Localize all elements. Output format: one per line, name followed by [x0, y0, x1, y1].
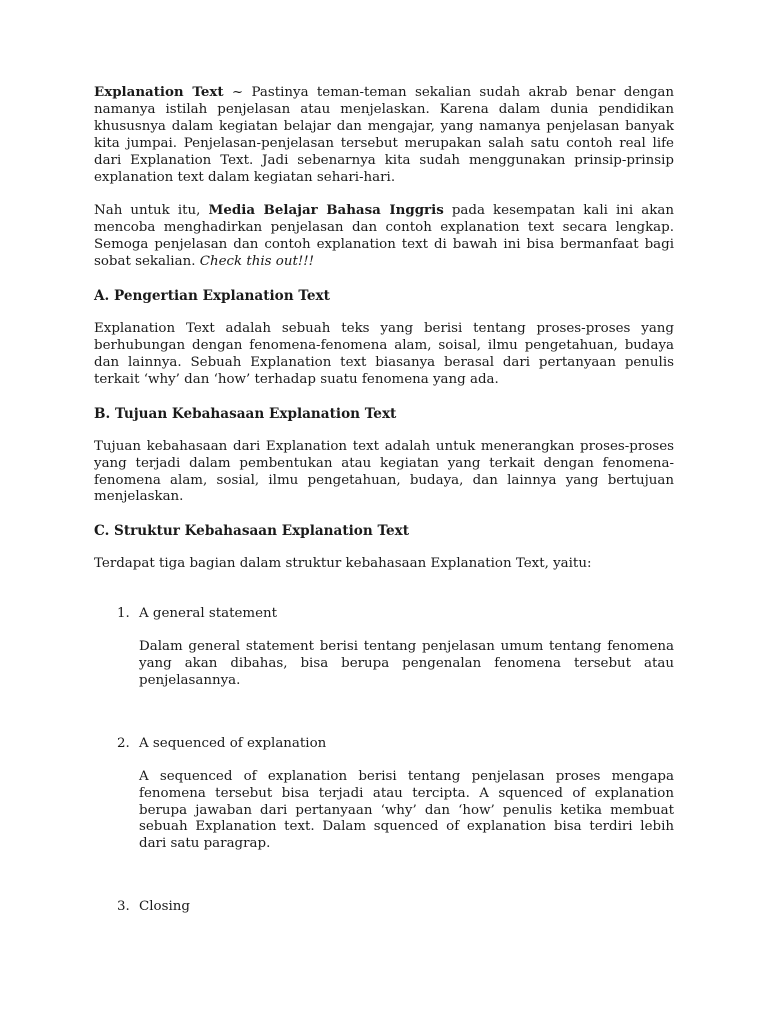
intro-p2-start: Nah untuk itu, — [94, 203, 209, 219]
intro-lead-text: ~ Pastinya teman-teman sekalian sudah akrab benar dengan namanya istilah penjelasan atau menjelaskan. Karena dalam dunia pendidikan khususnya dalam kegiatan belajar dan mengajar, yang namanya penjelasan banyak kita jumpai. Penjelasan-penjelasan tersebut merupakan salah satu contoh real life dari Explanation Text. Jadi sebenarnya kita sudah menggunakan prinsip-prinsip explanation text dalam kegiatan sehari-hari. — [94, 85, 675, 185]
intro-paragraph — [94, 84, 674, 186]
list-item-title: A general statement — [139, 606, 278, 622]
list-item-sequenced-explanation — [94, 736, 674, 853]
section-heading-pengertian: A. Pengertian Explanation Text — [94, 288, 330, 305]
section-body-tujuan: Tujuan kebahasaan dari Explanation text adalah untuk menerangkan proses-proses yang terjadi dalam pembentukan atau kegiatan yang terkait dengan fenomena-fenomena alam, sosial, ilmu pengetahuan, budaya, dan lainnya yang bertujuan menjelaskan. — [94, 438, 674, 505]
intro-lead-term: Explanation Text — [94, 84, 224, 100]
list-item-body: A sequenced of explanation berisi tentang penjelasan proses mengapa fenomena tersebut bisa terjadi atau tercipta. A squenced of explanation berupa jawaban dari pertanyaan ‘why’ dan ‘how’ penulis ketika membuat sebuah Explanation text. Dalam squenced of explanation bisa terdiri lebih dari satu paragrap. — [139, 768, 674, 852]
intro-paragraph-2 — [94, 202, 674, 271]
intro-p2-brand: Media Belajar Bahasa Inggris — [208, 202, 444, 219]
section-body-struktur: Terdapat tiga bagian dalam struktur kebahasaan Explanation Text, yaitu: — [94, 556, 592, 572]
list-item-general-statement — [94, 606, 674, 690]
list-item-closing — [94, 899, 674, 916]
intro-p2-callout: Check this out!!! — [199, 254, 315, 270]
list-item-title: A sequenced of explanation — [139, 735, 327, 751]
list-item-number: 3. — [117, 899, 130, 915]
list-item-title: Closing — [139, 899, 190, 915]
structure-list — [94, 606, 674, 916]
section-heading-struktur: C. Struktur Kebahasaan Explanation Text — [94, 523, 410, 540]
section-body-pengertian: Explanation Text adalah sebuah teks yang berisi tentang proses-proses yang berhubungan dengan fenomena-fenomena alam, soisal, ilmu pengetahuan, budaya dan lainnya. Sebuah Explanation text biasanya berasal dari pertanyaan penulis terkait ‘why’ dan ‘how’ terhadap suatu fenomena yang ada. — [94, 321, 674, 387]
intro-p2-text: pada kesempatan kali ini akan mencoba menghadirkan penjelasan dan contoh explanation text secara lengkap. Semoga penjelasan dan contoh explanation text di bawah ini bisa bermanfaat bagi sobat sekalian. — [94, 203, 674, 270]
list-item-number: 1. — [117, 606, 130, 622]
list-item-body: Dalam general statement berisi tentang penjelasan umum tentang fenomena yang akan dibahas, bisa berupa pengenalan fenomena tersebut atau penjelasannya. — [139, 639, 674, 688]
document-page — [94, 84, 674, 916]
list-item-number: 2. — [117, 735, 130, 751]
section-heading-tujuan: B. Tujuan Kebahasaan Explanation Text — [94, 405, 397, 422]
